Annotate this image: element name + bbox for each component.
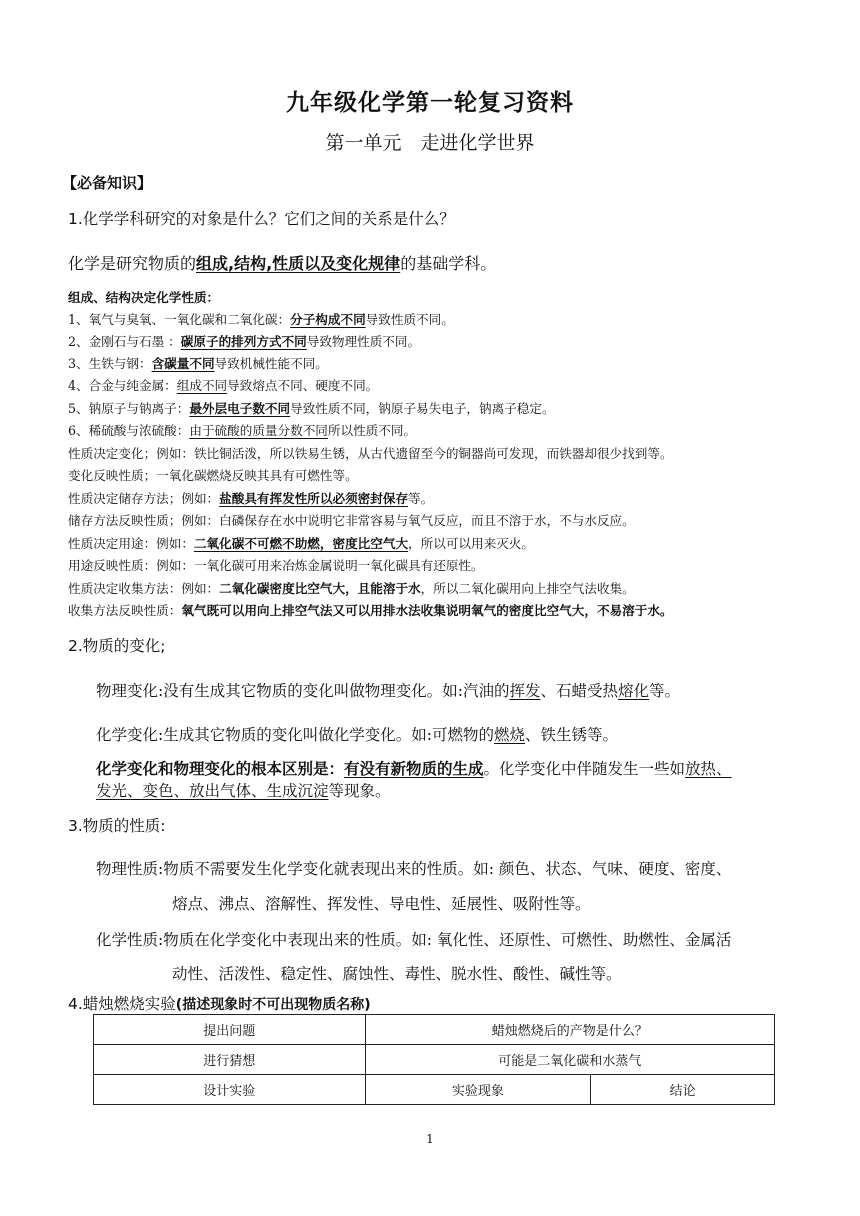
table-cell: 蜡烛燃烧后的产物是什么？ <box>365 1015 774 1045</box>
question-2: 2.物质的变化; <box>68 637 166 655</box>
unit-title: 第一单元 走进化学世界 <box>325 132 535 154</box>
table-cell: 可能是二氧化碳和水蒸气 <box>365 1045 774 1075</box>
property-line: 用途反映性质：例如：一氧化碳可用来冶炼金属说明一氧化碳具有还原性。 <box>68 558 484 573</box>
physical-change: 物理变化:没有生成其它物质的变化叫做物理变化。如:汽油的挥发、石蜡受热熔化等。 <box>96 682 681 700</box>
experiment-table <box>93 1014 775 1105</box>
table-cell: 进行猜想 <box>94 1045 366 1075</box>
list-item: 1、氧气与臭氧、一氧化碳和二氧化碳：分子构成不同导致性质不同。 <box>68 312 454 327</box>
property-line: 性质决定用途：例如：二氧化碳不可燃不助燃，密度比空气大，所以可以用来灭火。 <box>68 536 534 551</box>
list-item: 6、稀硫酸与浓硫酸：由于硫酸的质量分数不同所以性质不同。 <box>68 423 417 438</box>
page-number: 1 <box>426 1132 434 1146</box>
relation-title: 组成、结构决定化学性质： <box>68 290 220 305</box>
physical-property-cont: 熔点、沸点、溶解性、挥发性、导电性、延展性、吸附性等。 <box>172 895 591 913</box>
table-cell: 实验现象 <box>365 1075 591 1105</box>
question-4: 4.蜡烛燃烧实验(描述现象时不可出现物质名称) <box>68 995 371 1013</box>
doc-title: 九年级化学第一轮复习资料 <box>286 90 574 116</box>
property-line: 储存方法反映性质；例如：白磷保存在水中说明它非常容易与氧气反应，而且不溶于水，不与水反应。 <box>68 513 635 528</box>
property-line: 性质决定收集方法：例如：二氧化碳密度比空气大，且能溶于水，所以二氧化碳用向上排空气法收集。 <box>68 581 635 596</box>
q1-answer: 化学是研究物质的组成,结构,性质以及变化规律的基础学科。 <box>68 254 497 273</box>
table-row <box>94 1015 775 1045</box>
table-cell: 设计实验 <box>94 1075 366 1105</box>
table-cell: 结论 <box>591 1075 775 1105</box>
list-item: 2、金刚石与石墨 ：碳原子的排列方式不同导致物理性质不同。 <box>68 334 421 349</box>
physical-property: 物理性质:物质不需要发生化学变化就表现出来的性质。如: 颜色、状态、气味、硬度、密度、 <box>96 860 732 878</box>
table-row <box>94 1075 775 1105</box>
list-item: 5、钠原子与钠离子：最外层电子数不同导致性质不同，钠原子易失电子，钠离子稳定。 <box>68 401 555 416</box>
question-3: 3.物质的性质: <box>68 817 166 835</box>
question-1: 1.化学学科研究的对象是什么？它们之间的关系是什么？ <box>68 210 455 228</box>
list-item: 3、生铁与钢：含碳量不同导致机械性能不同。 <box>68 356 328 371</box>
chemical-property-cont: 动性、活泼性、稳定性、腐蚀性、毒性、脱水性、酸性、碱性等。 <box>172 965 622 983</box>
chemical-change: 化学变化:生成其它物质的变化叫做化学变化。如:可燃物的燃烧、铁生锈等。 <box>96 726 618 744</box>
change-difference-cont: 发光、变色、放出气体、生成沉淀等现象。 <box>96 782 391 800</box>
property-line: 收集方法反映性质：氧气既可以用向上排空气法又可以用排水法收集说明氧气的密度比空气大，不易溶于水。 <box>68 603 673 618</box>
property-line: 变化反映性质；一氧化碳燃烧反映其具有可燃性等。 <box>68 468 358 483</box>
chemical-property: 化学性质:物质在化学变化中表现出来的性质。如: 氧化性、还原性、可燃性、助燃性、金属活 <box>96 931 732 949</box>
change-difference: 化学变化和物理变化的根本区别是：有没有新物质的生成。化学变化中伴随发生一些如放热、 <box>96 759 732 778</box>
list-item: 4、合金与纯金属：组成不同导致熔点不同、硬度不同。 <box>68 378 379 393</box>
section-heading: 【必备知识】 <box>62 174 153 192</box>
property-line: 性质决定变化；例如：铁比铜活泼，所以铁易生锈，从古代遗留至今的铜器尚可发现，而铁器却很少找到等。 <box>68 446 673 461</box>
table-row <box>94 1045 775 1075</box>
table-cell: 提出问题 <box>94 1015 366 1045</box>
property-line: 性质决定储存方法；例如：盐酸具有挥发性所以必须密封保存等。 <box>68 491 434 506</box>
